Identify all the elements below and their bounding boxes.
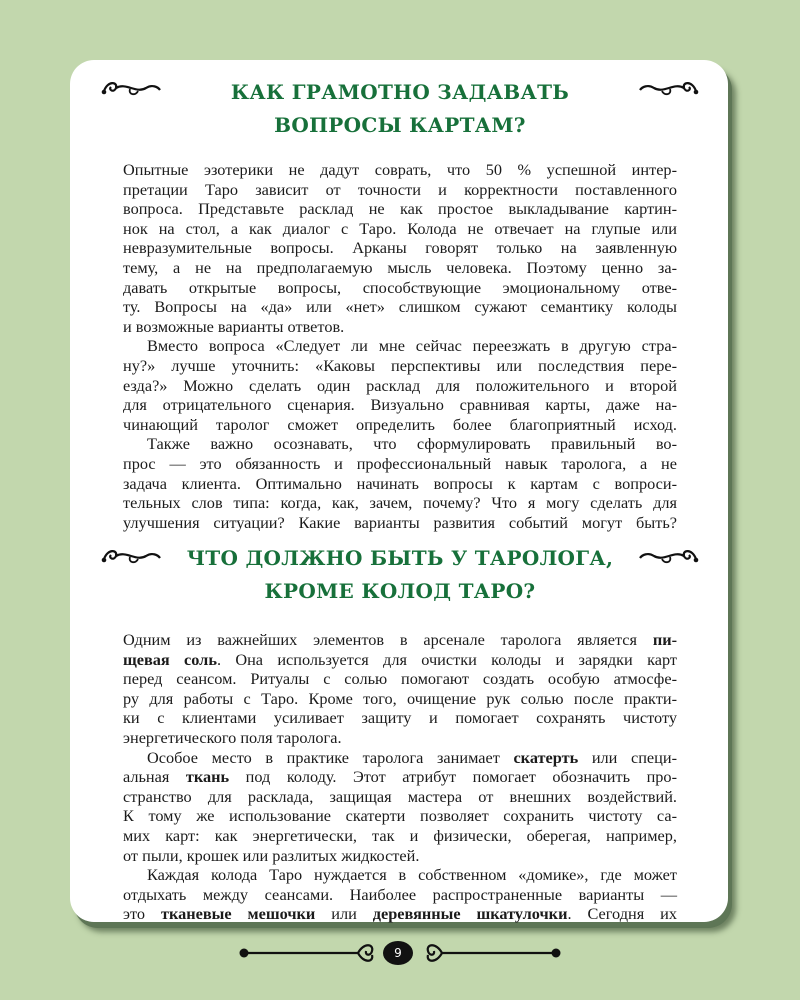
section-2-heading-line-1: ЧТО ДОЛЖНО БЫТЬ У ТАРОЛОГА, (186, 546, 614, 570)
text-line (123, 806, 677, 826)
text-line (123, 885, 677, 905)
text-line: для отрицательного сценария. Визуально сравнивая карты, даже на- (123, 395, 677, 415)
text-line (123, 630, 677, 650)
text-line: давать открытые вопросы, способствующие эмоциональному отве- (123, 277, 677, 297)
text-run: мих карт: как энергетически, так и физически, оберегая, например, (123, 825, 677, 845)
bold-term: щевая соль (123, 649, 217, 669)
text-line: вопроса. Представьте расклад не как простое выкладывание картин- (123, 199, 677, 219)
text-run: от пыли, крошек или разлитых жидкостей. (123, 845, 420, 865)
text-run: ру для работы с Таро. Кроме того, очищение рук солью после практи- (123, 688, 677, 708)
text-line (123, 669, 677, 689)
text-line (123, 650, 677, 670)
text-run: Каждая колода Таро нуждается в собственном «домике», где может (147, 865, 677, 885)
section-1-heading-line-1: КАК ГРАМОТНО ЗАДАВАТЬ (230, 80, 570, 104)
text-line: Вместо вопроса «Следует ли мне сейчас переезжать в другую стра- (147, 336, 677, 356)
text-line: Также важно осознавать, что сформулировать правильный во- (147, 434, 677, 454)
text-line (123, 846, 677, 866)
text-run: странство для расклада, защищая мастера от внешних воздействий. (123, 786, 677, 806)
bold-term: скатерть (513, 747, 579, 767)
text-run: . Она используется для очистки колоды и зарядки карт (216, 649, 677, 669)
section-2-heading (0, 542, 800, 608)
text-run: ки с клиентами усиливает защиту и помогает сохранять чистоту (123, 708, 677, 728)
text-line: Опытные эзотерики не дадут соврать, что 50 % успешной интер- (123, 160, 677, 179)
text-line: улучшения ситуации? Какие варианты развития событий могут быть? (123, 512, 677, 532)
text-line: невразумительные вопросы. Арканы говорят только на заявленную (123, 238, 677, 258)
text-line: ту. Вопросы на «да» или «нет» слишком сужают семантику колоды (123, 297, 677, 317)
text-line (123, 689, 677, 709)
section-2-body (123, 630, 677, 924)
text-line: езда?» Можно сделать один расклад для положительного и второй (123, 375, 677, 395)
text-line: ну?» лучше уточнить: «Каковы перспективы или последствия пере- (123, 355, 677, 375)
section-2-heading-line-2: КРОМЕ КОЛОД ТАРО? (264, 579, 536, 603)
bold-term: ткань (185, 767, 230, 787)
text-run: энергетического поля таролога. (123, 727, 342, 747)
text-line (123, 708, 677, 728)
text-line: претации Таро зависит от точности и корректности поставленного (123, 179, 677, 199)
text-line: задача клиента. Оптимально начинать вопросы к картам с вопроси- (123, 473, 677, 493)
text-run: . Сегодня их (567, 904, 677, 924)
text-line (123, 748, 677, 768)
text-run: или специ- (578, 747, 677, 767)
text-run: перед сеансом. Ритуалы с солью помогают создать особую атмосфе- (123, 669, 677, 689)
text-line (123, 767, 677, 787)
bold-term: деревянные шкатулочки (372, 904, 568, 924)
text-run: альная (123, 767, 186, 787)
section-1-body (123, 160, 677, 532)
text-line (123, 865, 677, 885)
section-1-heading-line-2: ВОПРОСЫ КАРТАМ? (274, 113, 526, 137)
text-line: тельных слов типа: когда, как, зачем, почему? Что я могу сделать для (123, 493, 677, 513)
text-run: это (123, 904, 161, 924)
text-run: под колоду. Этот атрибут помогает обозначить про- (229, 767, 677, 787)
text-line: нок на стол, а как диалог с Таро. Колода не отвечает на глупые или (123, 218, 677, 238)
text-line: прос — это обязанность и профессиональный навык таролога, а не (123, 453, 677, 473)
text-line: тему, а не на предполагаемую мысль человека. Поэтому ценно за- (123, 257, 677, 277)
text-line (123, 826, 677, 846)
text-line: чинающий таролог сможет определить более благоприятный исход. (123, 414, 677, 434)
text-run: Одним из важнейших элементов в арсенале таролога является (123, 630, 653, 649)
text-run: отдыхать между сеансами. Наиболее распространенные варианты — (123, 884, 677, 904)
text-run: К тому же использование скатерти позволяет сохранить чистоту са- (123, 806, 677, 826)
bold-term: тканевые мешочки (160, 904, 316, 924)
text-line: и возможные варианты ответов. (123, 316, 345, 336)
section-1-heading (0, 76, 800, 142)
text-run: или (315, 904, 373, 924)
text-line (123, 728, 677, 748)
text-line (123, 904, 677, 924)
page-number: 9 (383, 941, 413, 965)
text-run: Особое место в практике таролога занимает (147, 747, 514, 767)
bold-term: пи- (652, 630, 677, 649)
text-line (123, 787, 677, 807)
